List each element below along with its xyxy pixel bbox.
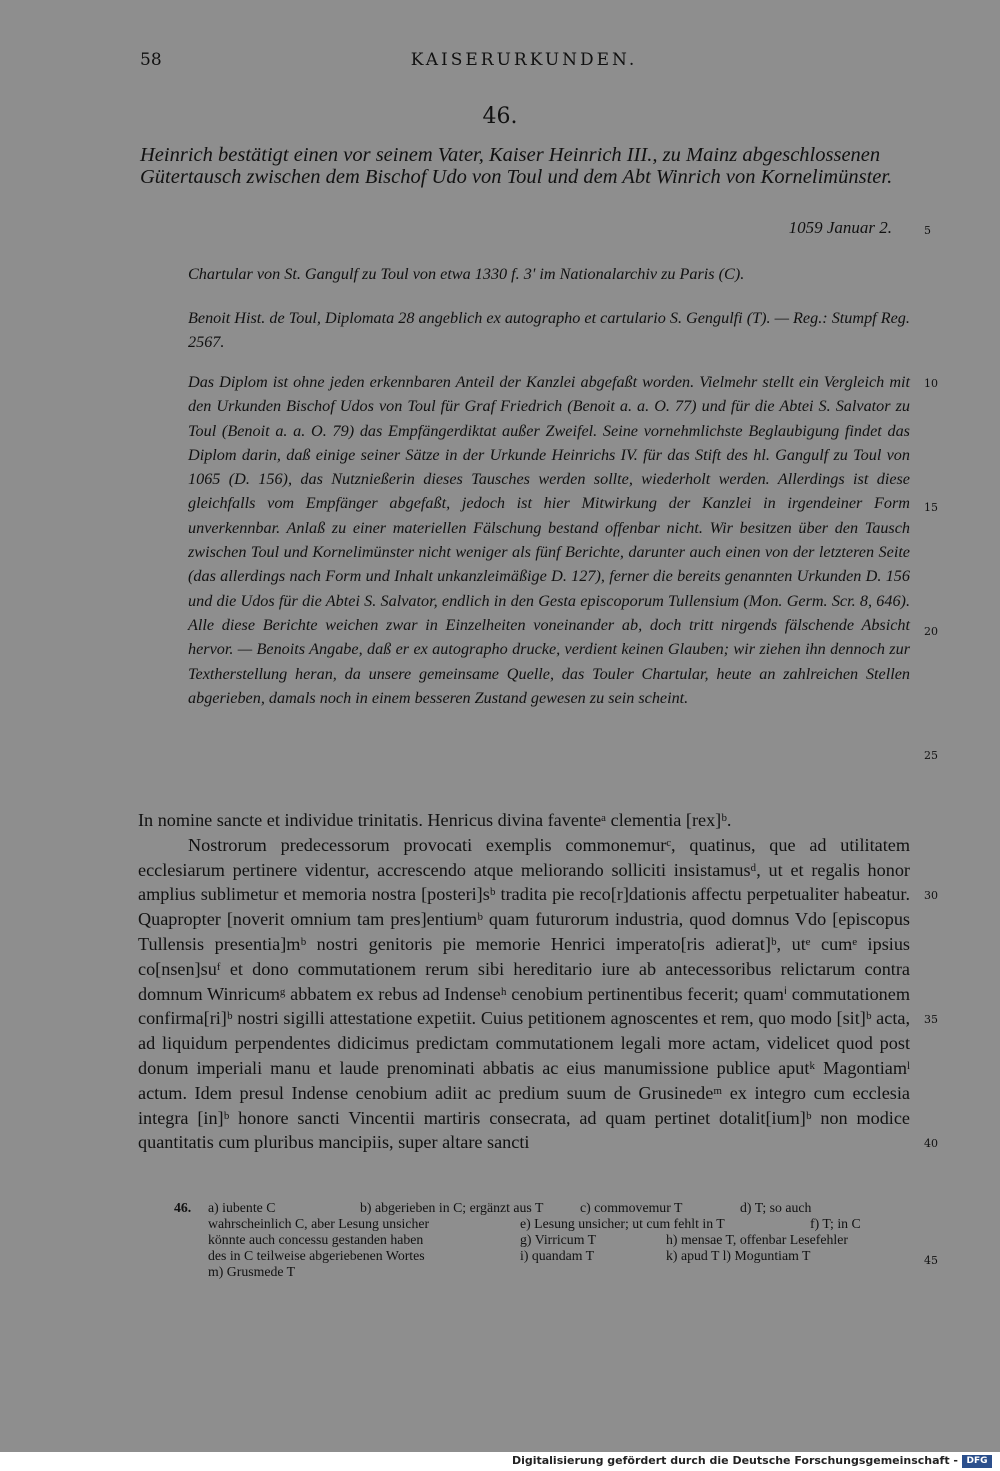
line-number: 25 <box>924 749 938 762</box>
footnote-row <box>208 1216 914 1232</box>
footnote: a) iubente C <box>208 1200 276 1215</box>
digitization-footer <box>0 1452 1000 1471</box>
line-number: 35 <box>924 1013 938 1026</box>
footnote-row <box>208 1248 914 1264</box>
running-title: KAISERURKUNDEN. <box>410 50 638 70</box>
line-number: 40 <box>924 1137 938 1150</box>
footnote: e) Lesung unsicher; ut cum fehlt in T <box>520 1216 725 1231</box>
footnote: i) quandam T <box>520 1248 595 1263</box>
footer-credit: Digitalisierung gefördert durch die Deutsche Forschungsgemeinschaft - <box>511 1454 958 1467</box>
page-number: 58 <box>140 50 162 70</box>
footnote: des in C teilweise abgeriebenen Wortes <box>208 1248 425 1263</box>
line-number: 5 <box>924 224 931 237</box>
footnote: g) Virricum T <box>520 1232 597 1247</box>
document-date: 1059 Januar 2. <box>788 218 892 237</box>
footnote: b) abgerieben in C; ergänzt aus T <box>360 1200 544 1215</box>
dfg-logo: DFG <box>962 1455 992 1468</box>
line-number: 15 <box>924 501 938 514</box>
footnote-row <box>208 1200 914 1216</box>
regest: Heinrich bestätigt einen vor seinem Vater, Kaiser Heinrich III., zu Mainz abgeschlossenen Gütertausch zwischen dem Bischof Udo von Toul und dem Abt Winrich von Kornelimünster. <box>140 144 893 188</box>
footnote-row <box>208 1264 914 1280</box>
footnote: h) mensae T, offenbar Lesefehler <box>666 1232 848 1247</box>
footnote: k) apud T l) Moguntiam T <box>666 1248 811 1263</box>
footnote: c) commovemur T <box>580 1200 683 1215</box>
footnote: könnte auch concessu gestanden haben <box>208 1232 424 1247</box>
footnote-number: 46. <box>174 1200 192 1215</box>
invocatio: In nomine sancte et individue trinitatis. Henricus divina faventeᵃ clementia [rex]ᵇ. <box>138 810 732 830</box>
tradition-chartular: Chartular von St. Gangulf zu Toul von etwa 1330 f. 3' im Nationalarchiv zu Paris (C). <box>188 265 745 283</box>
line-number: 10 <box>924 377 938 390</box>
footnote: d) T; so auch <box>740 1200 812 1215</box>
tradition-print: Benoit Hist. de Toul, Diplomata 28 angeblich ex autographo et cartulario S. Gengulfi (T). — Reg.: Stumpf Reg. 2567. <box>188 309 910 352</box>
footnote-row <box>208 1232 914 1248</box>
line-number: 45 <box>924 1254 938 1267</box>
line-number: 20 <box>924 625 938 638</box>
preliminary-note: Das Diplom ist ohne jeden erkennbaren Anteil der Kanzlei abgefaßt worden. Vielmehr stellt ein Vergleich mit den Urkunden Bischof Udos von Toul für Graf Friedrich (Benoit a. a. O. 77) und für die Abtei S. Salvator zu Toul (Benoit a. a. O. 79) das Empfängerdiktat außer Zweifel. Seine vornehmlichste Beglaubigung findet das Diplom darin, daß einige seiner Sätze in der Urkunde Heinrichs IV. für das Stift des hl. Gangulf zu Toul von 1065 (D. 156), das Nutznießerin dieses Tausches werden sollte, wiederholt werden. Allerdings ist diese gleichfalls vom Empfänger abgefaßt, jedoch ist hier Mitwirkung der Kanzlei in irgendeiner Form unverkennbar. Anlaß zu einer materiellen Fälschung bestand offenbar nicht. Wir besitzen über den Tausch zwischen Toul und Kornelimünster nicht weniger als fünf Berichte, darunter auch einen von der letzteren Seite (das allerdings nach Form und Inhalt unkanzleimäßige D. 127), ferner die bereits genannten Urkunden D. 156 und die Udos für die Abtei S. Salvator, endlich in den Gesta episcoporum Tullensium (Mon. Germ. Scr. 8, 646). Alle diese Berichte weichen zwar in Einzelheiten voneinander ab, doch tritt nirgends fälschende Absicht hervor. — Benoits Angabe, daß er ex autographo drucke, verdient keinen Glauben; wir ziehen ihn dennoch zur Textherstellung heran, da unsere gemeinsame Quelle, das Touler Chartular, heute an zahlreichen Stellen abgerieben, damals noch in einem besseren Zustand gewesen zu sein scheint. <box>188 373 910 707</box>
line-number: 30 <box>924 889 938 902</box>
footnote: m) Grusmede T <box>208 1264 296 1279</box>
footnote: wahrscheinlich C, aber Lesung unsicher <box>208 1216 430 1231</box>
footnote-rows <box>208 1200 914 1280</box>
footnote: f) T; in C <box>810 1216 861 1231</box>
charter-body: Nostrorum predecessorum provocati exemplis commonemurᶜ, quatinus, que ad utilitatem ecclesiarum pertinere videntur, accrescendo atque meliorando solliciti insistamusᵈ, ut et regalis honor amplius sublimetur et memoria nostra [posteri]sᵇ tradita pie reco[r]dationis affectu perpetualiter habeatur. Quapropter [noverit omnium tam pres]entiumᵇ quam futurorum industria, quod domnus Vdo [episcopus Tullensis presentia]mᵇ nostri genitoris pie memorie Henrici imperato[ris adierat]ᵇ, utᵉ cumᵉ ipsius co[nsen]suᶠ et dono commutationem rerum sibi hereditario iure ab antecessoribus relictarum contra domnum Winricumᵍ abbatem ex rebus ad Indenseʰ cenobium pertinentibus fecerit; quamⁱ commutationem confirma[ri]ᵇ nostri sigilli attestatione expetiit. Cuius petitionem agnoscentes et rem, quo modo [sit]ᵇ acta, ad liquidum perpendentes didicimus predictam commutationem legali more actam, videlicet quod post donum imperiali manu et laude prenominati abbatis ac eius manumissione publice aputᵏ Magontiamˡ actum. Idem presul Indense cenobium adiit ac predium suum de Grusinedeᵐ ex integro cum ecclesia integra [in]ᵇ honore sancti Vincentii martiris consecrata, ad quam pertinet dotalit[ium]ᵇ non modice quantitatis cum pluribus mancipiis, super altare sancti <box>138 834 910 1153</box>
document-number: 46. <box>482 104 518 129</box>
charter-text <box>138 808 910 1155</box>
